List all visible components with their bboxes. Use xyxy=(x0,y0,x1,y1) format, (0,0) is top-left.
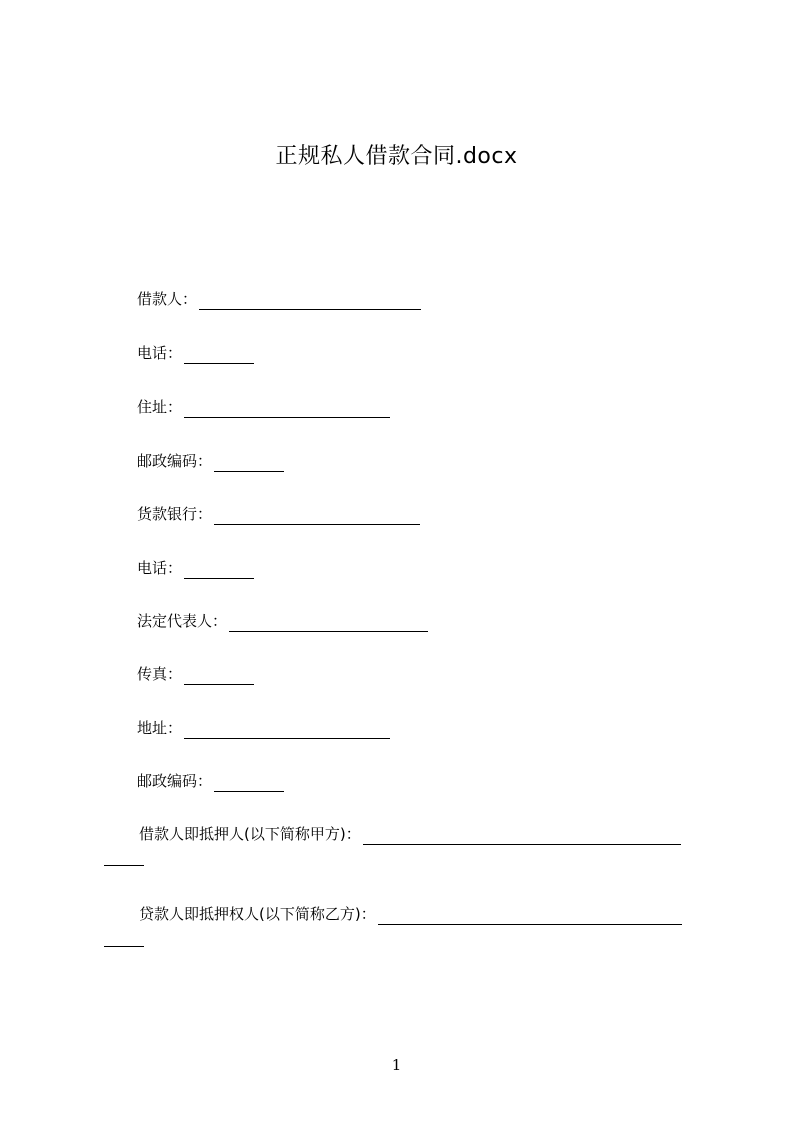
party-b-field xyxy=(139,903,682,925)
fax-field xyxy=(137,663,254,685)
bank-phone-field xyxy=(137,557,254,579)
lending-bank-blank[interactable] xyxy=(214,507,420,525)
field-label: 邮政编码： xyxy=(137,772,213,790)
party-b-blank[interactable] xyxy=(378,907,682,925)
field-label: 住址： xyxy=(137,398,183,416)
legal-representative-blank[interactable] xyxy=(229,614,428,632)
field-label: 法定代表人： xyxy=(137,612,228,630)
party-b-blank-continuation[interactable] xyxy=(104,945,144,947)
field-label: 电话： xyxy=(137,344,183,362)
residence-blank[interactable] xyxy=(184,400,390,418)
document-title: 正规私人借款合同.docx xyxy=(275,144,518,169)
field-label: 传真： xyxy=(137,665,183,683)
fax-blank[interactable] xyxy=(184,667,254,685)
field-label: 地址： xyxy=(137,719,183,737)
postal-code-field xyxy=(137,450,284,472)
bank-postal-code-blank[interactable] xyxy=(214,774,284,792)
field-label: 邮政编码： xyxy=(137,452,213,470)
address-blank[interactable] xyxy=(184,721,390,739)
field-label: 货款银行： xyxy=(137,505,213,523)
party-a-blank-continuation[interactable] xyxy=(104,864,144,866)
borrower-field xyxy=(137,288,421,310)
postal-code-blank[interactable] xyxy=(214,454,284,472)
party-a-blank[interactable] xyxy=(363,827,681,845)
field-label: 借款人： xyxy=(137,290,198,308)
phone-field xyxy=(137,342,254,364)
borrower-blank[interactable] xyxy=(199,292,421,310)
bank-postal-code-field xyxy=(137,770,284,792)
field-label: 电话： xyxy=(137,559,183,577)
field-label: 贷款人即抵押权人(以下简称乙方)： xyxy=(139,905,376,923)
bank-phone-blank[interactable] xyxy=(184,561,254,579)
residence-field xyxy=(137,396,390,418)
field-label: 借款人即抵押人(以下简称甲方)： xyxy=(139,825,361,843)
phone-blank[interactable] xyxy=(184,346,254,364)
party-a-field xyxy=(139,823,681,845)
lending-bank-field xyxy=(137,503,420,525)
legal-representative-field xyxy=(137,610,428,632)
address-field xyxy=(137,717,390,739)
page-number: 1 xyxy=(391,1056,402,1074)
